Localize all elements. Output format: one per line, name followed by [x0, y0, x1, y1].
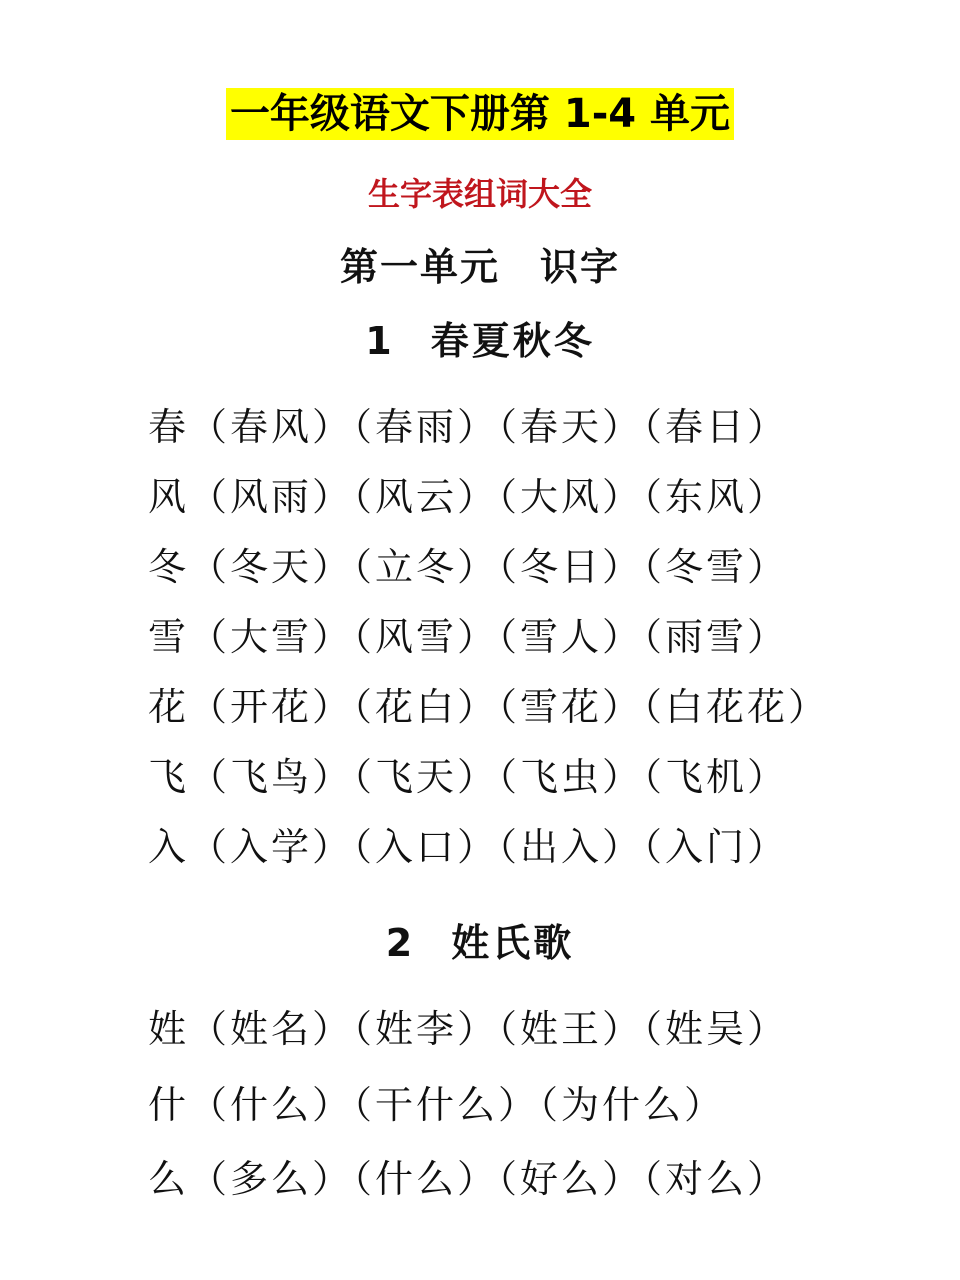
word-row-char: 姓 — [148, 1007, 190, 1051]
main-title-highlight: 一年级语文下册第 1-4 单元 — [226, 88, 734, 140]
subtitle: 生字表组词大全 — [367, 175, 592, 213]
unit-title: 第一单元 识字 — [339, 244, 620, 289]
word-row-words: （飞鸟）（飞天）（飞虫）（飞机） — [189, 755, 789, 799]
word-row — [148, 472, 848, 522]
word-row — [148, 542, 848, 592]
word-row-words: （多么）（什么）（好么）（对么） — [189, 1157, 789, 1201]
lesson-title-1 — [0, 316, 960, 366]
word-row-char: 什 — [148, 1083, 190, 1127]
word-row-char: 冬 — [148, 545, 190, 589]
word-row-words: （入学）（入口）（出入）（入门） — [189, 825, 789, 869]
lesson-number: 2 — [385, 921, 416, 965]
word-row-words: （姓名）（姓李）（姓王）（姓吴） — [189, 1007, 789, 1051]
word-row — [148, 1154, 848, 1204]
main-title — [0, 88, 960, 140]
word-row-char: 入 — [148, 825, 190, 869]
word-row-words: （风雨）（风云）（大风）（东风） — [189, 475, 789, 519]
word-row — [148, 612, 848, 662]
word-row — [148, 752, 848, 802]
word-row-char: 春 — [148, 405, 190, 449]
word-row-words: （什么）（干什么）（为什么） — [189, 1083, 726, 1127]
word-row-char: 风 — [148, 475, 190, 519]
word-row — [148, 1004, 848, 1054]
word-row — [148, 402, 848, 452]
word-row-words: （冬天）（立冬）（冬日）（冬雪） — [189, 545, 789, 589]
word-row — [148, 1080, 848, 1130]
word-row-char: 飞 — [148, 755, 190, 799]
lesson-title-2 — [0, 918, 960, 968]
lesson-name: 姓氏歌 — [451, 920, 575, 965]
lesson-name: 春夏秋冬 — [430, 318, 595, 363]
word-row-words: （春风）（春雨）（春天）（春日） — [189, 405, 789, 449]
word-row — [148, 822, 848, 872]
lesson-number: 1 — [365, 319, 395, 363]
word-row — [148, 682, 848, 732]
word-row-char: 花 — [148, 685, 190, 729]
word-row-char: 雪 — [148, 615, 190, 659]
word-row-words: （大雪）（风雪）（雪人）（雨雪） — [189, 615, 789, 659]
word-row-char: 么 — [148, 1157, 190, 1201]
word-row-words: （开花）（花白）（雪花）（白花花） — [189, 685, 830, 729]
